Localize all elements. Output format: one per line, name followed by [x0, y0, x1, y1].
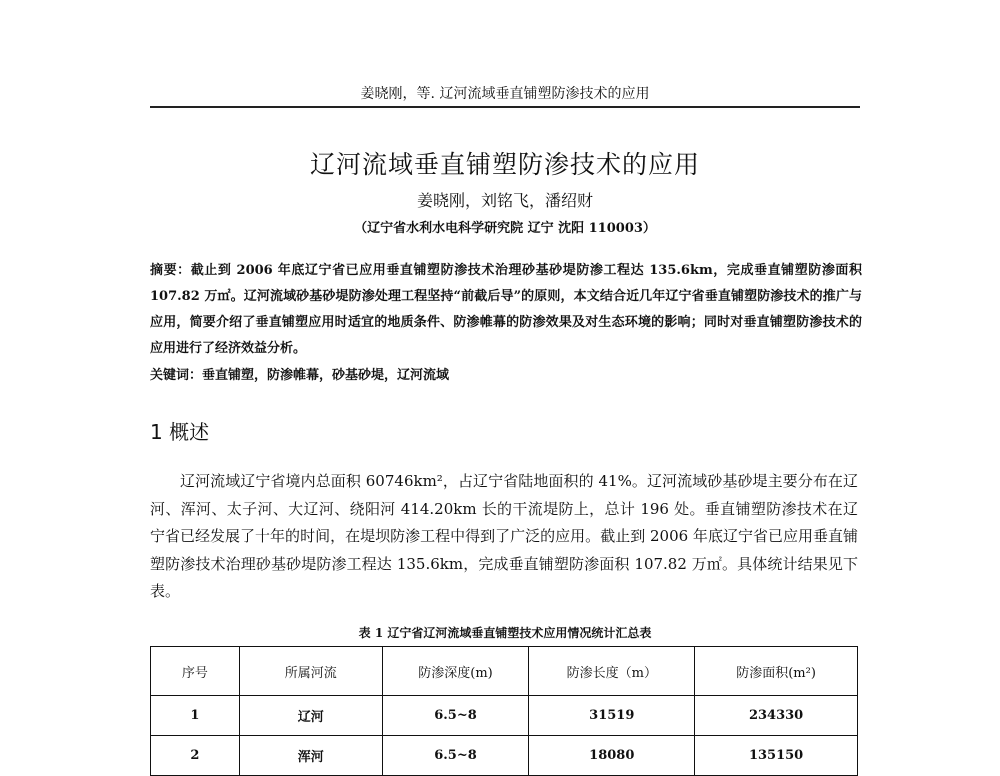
abstract-text: 截止到 2006 年底辽宁省已应用垂直铺塑防渗技术治理砂基砂堤防渗工程达 135.6km，完成垂直铺塑防渗面积 107.82 万㎡。辽河流域砂基砂堤防渗处理工程坚持“前截后导”的原则，本文结合近几年辽宁省垂直铺塑防渗技术的推广与应用，简要介绍了垂直铺塑应用时适宜的地质条件、防渗帷幕的防渗效果及对生态环境的影响；同时对垂直铺塑防渗技术的应用进行了经济效益分析。	[150, 263, 862, 356]
table-cell: 31519	[529, 696, 695, 736]
header-cell: 防渗面积(m²)	[695, 647, 858, 696]
table-cell: 6.5~8	[382, 736, 529, 776]
table-cell: 浑河	[239, 736, 382, 776]
table-cell: 234330	[695, 696, 858, 736]
table-cell: 18080	[529, 736, 695, 776]
abstract-label: 摘要：	[150, 263, 191, 278]
header-rule	[150, 106, 860, 108]
abstract	[150, 258, 862, 362]
table-header-row	[151, 647, 858, 696]
header-cell: 防渗长度（m）	[529, 647, 695, 696]
keywords-text: 垂直铺塑，防渗帷幕，砂基砂堤，辽河流域	[202, 368, 450, 383]
header-cell: 所属河流	[239, 647, 382, 696]
header-cell: 防渗深度(m)	[382, 647, 529, 696]
header-cell: 序号	[151, 647, 240, 696]
table-cell: 辽河	[239, 696, 382, 736]
keywords	[150, 364, 449, 383]
running-head: 姜晓刚，等. 辽河流域垂直铺塑防渗技术的应用	[360, 86, 650, 102]
table-row	[151, 696, 858, 736]
table-cell: 1	[151, 696, 240, 736]
table-cell: 6.5~8	[382, 696, 529, 736]
keywords-label: 关键词：	[150, 368, 203, 383]
statistics-table	[150, 646, 858, 776]
paper-title: 辽河流域垂直铺塑防渗技术的应用	[309, 150, 700, 179]
table-caption: 表 1 辽宁省辽河流域垂直铺塑技术应用情况统计汇总表	[358, 626, 652, 640]
table-cell: 135150	[695, 736, 858, 776]
affiliation: （辽宁省水利水电科学研究院 辽宁 沈阳 110003）	[354, 221, 656, 236]
section-heading: 1 概述	[150, 420, 210, 444]
table-cell: 2	[151, 736, 240, 776]
authors: 姜晓刚，刘铭飞，潘绍财	[416, 191, 593, 210]
table-row	[151, 736, 858, 776]
body-paragraph: 辽河流域辽宁省境内总面积 60746km²，占辽宁省陆地面积的 41%。辽河流域砂基砂堤主要分布在辽河、浑河、太子河、大辽河、绕阳河 414.20km 长的干流堤防上，总计 196 处。垂直铺塑防渗技术在辽宁省已经发展了十年的时间，在堤坝防渗工程中得到了广泛的应用。截止到 2006 年底辽宁省已应用垂直铺塑防渗技术治理砂基砂堤防渗工程达 135.6km，完成垂直铺塑防渗面积 107.82 万㎡。具体统计结果见下表。	[150, 472, 858, 600]
